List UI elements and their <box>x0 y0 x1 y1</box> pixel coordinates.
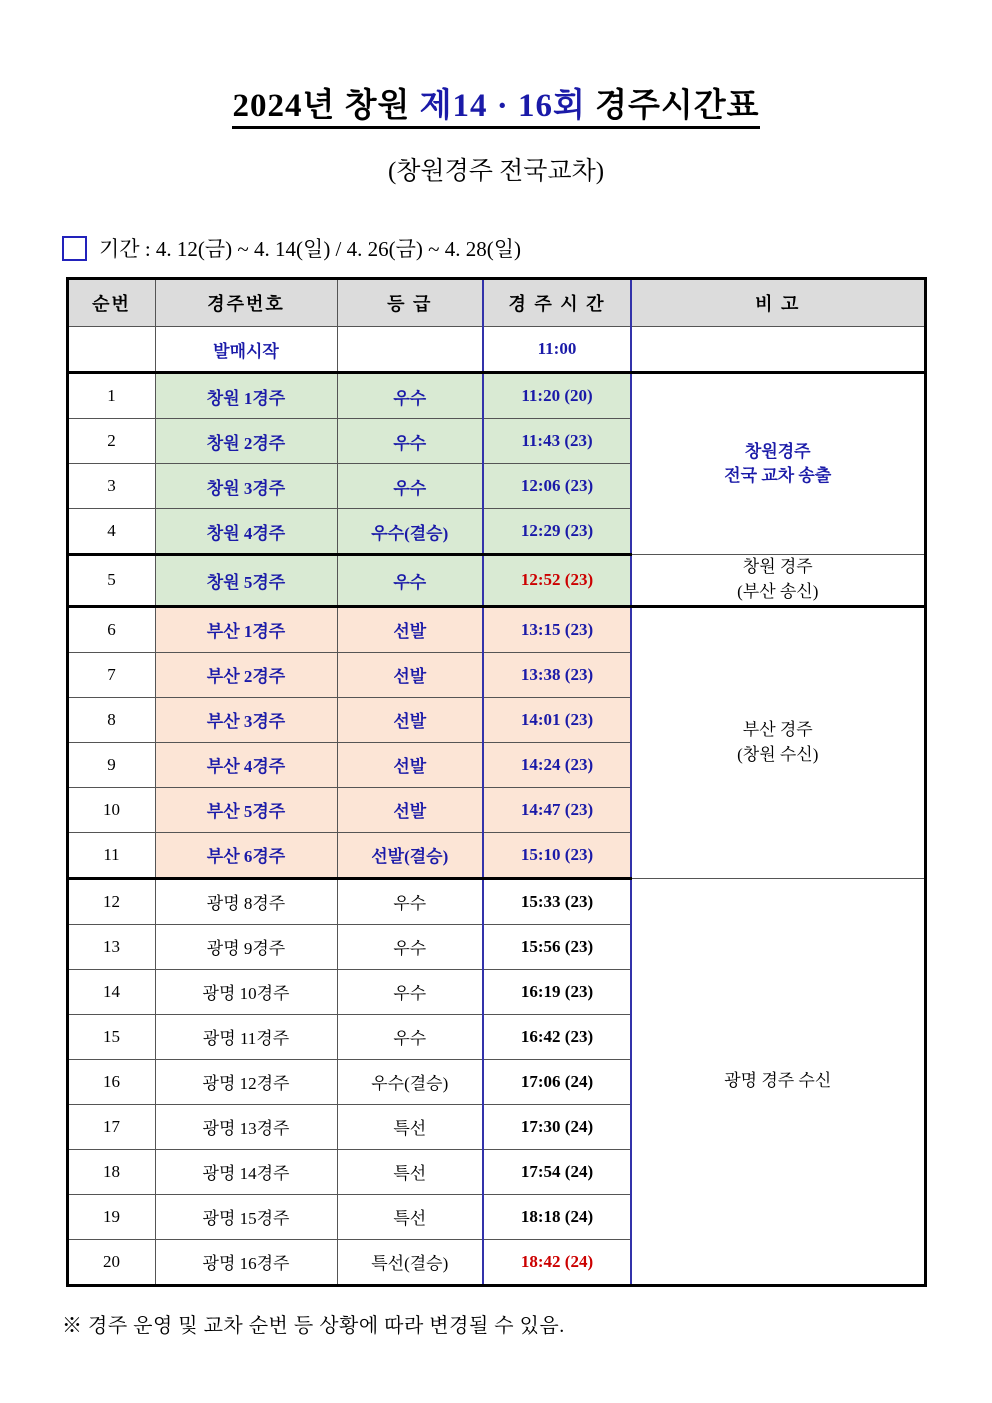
cell-time: 16:19 (23) <box>483 969 631 1014</box>
cell-grade: 특선 <box>337 1194 483 1239</box>
cell-note-group-3 <box>631 606 925 878</box>
cell-note <box>631 327 925 373</box>
cell-time: 18:18 (24) <box>483 1194 631 1239</box>
cell-grade: 특선(결승) <box>337 1239 483 1285</box>
cell-sale-label: 발매시작 <box>155 327 337 373</box>
cell-race: 창원 3경주 <box>155 464 337 509</box>
cell-race: 부산 6경주 <box>155 832 337 878</box>
cell-grade: 우수 <box>337 464 483 509</box>
cell-time: 14:24 (23) <box>483 742 631 787</box>
cell-race: 광명 11경주 <box>155 1014 337 1059</box>
note-line-2: (부산 송신) <box>737 581 819 601</box>
cell-grade: 우수 <box>337 373 483 419</box>
cell-race: 광명 10경주 <box>155 969 337 1014</box>
cell-no: 2 <box>67 419 155 464</box>
cell-race: 창원 1경주 <box>155 373 337 419</box>
cell-no: 12 <box>67 878 155 924</box>
cell-grade: 선발 <box>337 742 483 787</box>
cell-race: 부산 2경주 <box>155 652 337 697</box>
cell-no: 17 <box>67 1104 155 1149</box>
title-block <box>0 0 992 187</box>
cell-no: 6 <box>67 606 155 652</box>
cell-no: 1 <box>67 373 155 419</box>
cell-grade: 특선 <box>337 1104 483 1149</box>
note-line-1: 부산 경주 <box>742 719 813 739</box>
table-row <box>67 373 925 419</box>
cell-time: 18:42 (24) <box>483 1239 631 1285</box>
cell-grade: 우수(결승) <box>337 509 483 555</box>
cell-grade: 선발 <box>337 652 483 697</box>
cell-grade: 우수 <box>337 969 483 1014</box>
cell-sale-time: 11:00 <box>483 327 631 373</box>
cell-grade: 선발 <box>337 606 483 652</box>
cell-time: 11:20 (20) <box>483 373 631 419</box>
note-line-1: 창원 경주 <box>742 557 813 577</box>
cell-race: 부산 1경주 <box>155 606 337 652</box>
cell-grade: 우수 <box>337 878 483 924</box>
table-row <box>67 555 925 606</box>
table-row <box>67 878 925 924</box>
cell-time: 16:42 (23) <box>483 1014 631 1059</box>
cell-race: 창원 2경주 <box>155 419 337 464</box>
note-line-1: 창원경주 <box>744 441 811 461</box>
note-line-2: 전국 교차 송출 <box>724 466 832 486</box>
cell-no: 3 <box>67 464 155 509</box>
cell-no: 19 <box>67 1194 155 1239</box>
cell-no: 15 <box>67 1014 155 1059</box>
cell-no: 9 <box>67 742 155 787</box>
cell-no: 7 <box>67 652 155 697</box>
cell-race: 광명 13경주 <box>155 1104 337 1149</box>
cell-grade: 선발(결승) <box>337 832 483 878</box>
cell-time: 17:06 (24) <box>483 1059 631 1104</box>
cell-time: 13:38 (23) <box>483 652 631 697</box>
cell-race: 광명 9경주 <box>155 924 337 969</box>
cell-race: 부산 5경주 <box>155 787 337 832</box>
cell-grade: 우수 <box>337 924 483 969</box>
page-title <box>232 88 759 129</box>
footer-note: ※ 경주 운영 및 교차 순번 등 상황에 따라 변경될 수 있음. <box>62 1314 565 1337</box>
cell-race: 부산 3경주 <box>155 697 337 742</box>
cell-grade: 선발 <box>337 787 483 832</box>
period-label: 기간 : 4. 12(금) ~ 4. 14(일) / 4. 26(금) ~ 4. 28(일) <box>99 237 522 262</box>
title-segment-2: 제14 · 16회 <box>419 88 586 124</box>
cell-time: 11:43 (23) <box>483 419 631 464</box>
note-line-2: (창원 수신) <box>737 744 819 764</box>
cell-time: 14:01 (23) <box>483 697 631 742</box>
table-row <box>67 606 925 652</box>
note-line-1: 광명 경주 수신 <box>724 1070 832 1090</box>
cell-grade: 우수 <box>337 1014 483 1059</box>
cell-time: 12:29 (23) <box>483 509 631 555</box>
cell-no: 5 <box>67 555 155 606</box>
cell-grade: 우수 <box>337 419 483 464</box>
title-segment-3: 경주시간표 <box>585 88 760 124</box>
cell-race: 광명 12경주 <box>155 1059 337 1104</box>
title-segment-1: 2024년 창원 <box>232 88 420 124</box>
cell-note-group-1 <box>631 373 925 555</box>
cell-time: 15:10 (23) <box>483 832 631 878</box>
table-header-row <box>67 279 925 327</box>
cell-race: 광명 15경주 <box>155 1194 337 1239</box>
column-header-race: 경주번호 <box>155 279 337 327</box>
cell-race: 광명 14경주 <box>155 1149 337 1194</box>
cell-no: 8 <box>67 697 155 742</box>
cell-no: 4 <box>67 509 155 555</box>
checkbox-icon <box>62 236 87 261</box>
cell-no: 11 <box>67 832 155 878</box>
cell-no: 16 <box>67 1059 155 1104</box>
cell-race: 부산 4경주 <box>155 742 337 787</box>
cell-no: 18 <box>67 1149 155 1194</box>
cell-time: 15:33 (23) <box>483 878 631 924</box>
period-line <box>62 233 992 263</box>
cell-no: 20 <box>67 1239 155 1285</box>
cell-time: 17:54 (24) <box>483 1149 631 1194</box>
column-header-note: 비 고 <box>631 279 925 327</box>
column-header-grade: 등 급 <box>337 279 483 327</box>
cell-note-group-4 <box>631 878 925 1285</box>
cell-no <box>67 327 155 373</box>
cell-time: 12:06 (23) <box>483 464 631 509</box>
cell-grade: 특선 <box>337 1149 483 1194</box>
cell-race: 광명 8경주 <box>155 878 337 924</box>
column-header-no: 순번 <box>67 279 155 327</box>
cell-no: 14 <box>67 969 155 1014</box>
cell-grade: 우수(결승) <box>337 1059 483 1104</box>
cell-no: 13 <box>67 924 155 969</box>
cell-grade <box>337 327 483 373</box>
table-row-sale-start <box>67 327 925 373</box>
cell-race: 창원 4경주 <box>155 509 337 555</box>
cell-time: 15:56 (23) <box>483 924 631 969</box>
cell-note-group-2 <box>631 555 925 606</box>
cell-grade: 선발 <box>337 697 483 742</box>
cell-no: 10 <box>67 787 155 832</box>
page-subtitle: (창원경주 전국교차) <box>387 158 605 186</box>
cell-time: 12:52 (23) <box>483 555 631 606</box>
race-schedule-table <box>66 277 927 1286</box>
cell-race: 창원 5경주 <box>155 555 337 606</box>
cell-time: 13:15 (23) <box>483 606 631 652</box>
cell-time: 14:47 (23) <box>483 787 631 832</box>
cell-grade: 우수 <box>337 555 483 606</box>
cell-race: 광명 16경주 <box>155 1239 337 1285</box>
cell-time: 17:30 (24) <box>483 1104 631 1149</box>
column-header-time: 경 주 시 간 <box>483 279 631 327</box>
